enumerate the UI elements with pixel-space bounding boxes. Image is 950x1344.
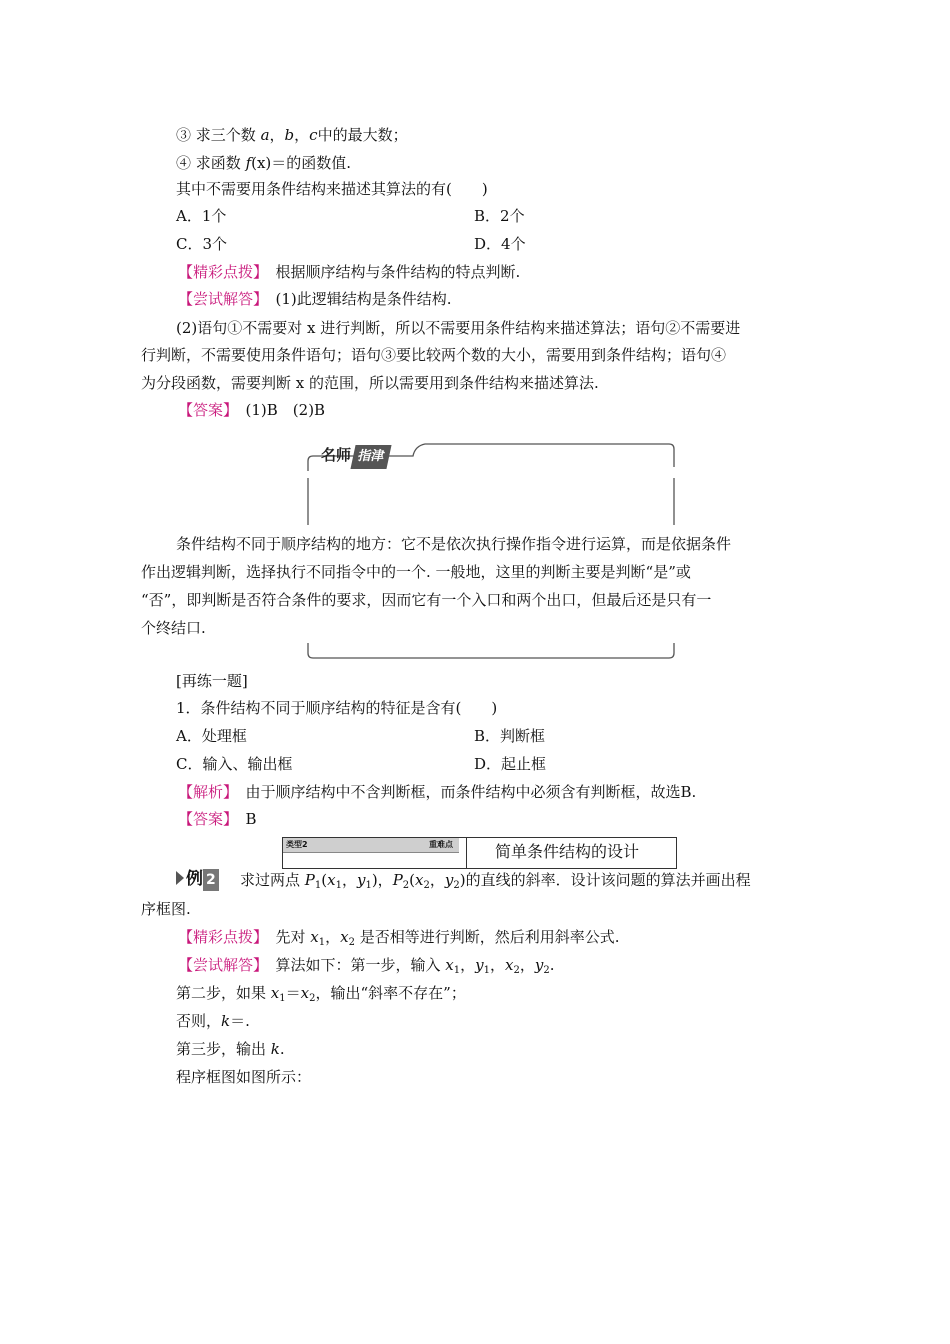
practice-option-a: A．处理框 <box>176 727 247 745</box>
example-label: 例 2 <box>176 868 219 891</box>
para2-line2: 行判断，不需要使用条件语句；语句③要比较两个数的大小，需要用到条件结构；语句④ <box>141 346 727 364</box>
item-3: ③ 求三个数 a，b，c中的最大数； <box>176 126 408 144</box>
practice-option-b: B．判断框 <box>474 727 546 745</box>
diagram-caption: 程序框图如图所示： <box>176 1068 312 1086</box>
teacher-line4: 个终结口. <box>141 619 206 637</box>
hint-tag: 【精彩点拨】 <box>178 928 261 946</box>
option-c: C．3个 <box>176 235 228 253</box>
practice-header: [再练一题] <box>176 672 248 690</box>
try-2: 【尝试解答】 算法如下：第一步，输入 $x_1$，$y_1$，$x_2$，$y_2$. <box>178 956 555 976</box>
practice-option-d: D．起止框 <box>474 755 547 773</box>
hint-tag: 【精彩点拨】 <box>178 263 261 281</box>
practice-question: 1．条件结构不同于顺序结构的特征是含有( ) <box>176 699 498 717</box>
question-stem: 其中不需要用条件结构来描述其算法的有( ) <box>176 180 488 198</box>
option-d: D．4个 <box>474 235 526 253</box>
try-tag: 【尝试解答】 <box>178 290 261 308</box>
answer-tag: 【答案】 <box>178 810 231 828</box>
teacher-line1: 条件结构不同于顺序结构的地方：它不是依次执行操作指令进行运算，而是依据条件 <box>176 535 732 553</box>
arrow-icon <box>176 871 184 885</box>
type-label-bar: 类型2 重难点 <box>283 838 459 853</box>
try-1: 【尝试解答】 (1)此逻辑结构是条件结构. <box>178 290 452 308</box>
option-b: B．2个 <box>474 207 525 225</box>
hint-2: 【精彩点拨】 先对 $x_1$，$x_2$ 是否相等进行判断，然后利用斜率公式. <box>178 928 620 948</box>
item-4: ④ 求函数 f(x)＝的函数值. <box>176 154 352 172</box>
para2-line3: 为分段函数，需要判断 x 的范围，所以需要用到条件结构来描述算法. <box>141 374 599 392</box>
teacher-badge: 名师 指津 <box>319 443 389 467</box>
else-line: 否则，k＝. <box>176 1012 250 1030</box>
type-header <box>282 837 677 869</box>
teacher-line3: “否”，即判断是否符合条件的要求，因而它有一个入口和两个出口，但最后还是只有一 <box>141 591 712 609</box>
example-line1: 求过两点 $P_1(x_1$，$y_1$)，$P_2(x_2$，$y_2$)的直线的斜率．设计该问题的算法并画出程 <box>240 871 751 891</box>
teacher-line2: 作出逻辑判断，选择执行不同指令中的一个. 一般地，这里的判断主要是判断“是”或 <box>141 563 691 581</box>
practice-option-c: C．输入、输出框 <box>176 755 293 773</box>
answer-1: 【答案】 (1)B (2)B <box>178 401 326 419</box>
try-tag: 【尝试解答】 <box>178 956 261 974</box>
analysis-tag: 【解析】 <box>178 783 231 801</box>
option-a: A．1个 <box>176 207 227 225</box>
analysis: 【解析】 由于顺序结构中不含判断框，而条件结构中必须含有判断框，故选B. <box>178 783 697 801</box>
answer-2: 【答案】 B <box>178 810 257 828</box>
type-title: 简单条件结构的设计 <box>495 842 640 861</box>
step-2: 第二步，如果 $x_1=x_2$，输出“斜率不存在”； <box>176 984 466 1004</box>
answer-tag: 【答案】 <box>178 401 231 419</box>
example-line2: 序框图. <box>141 900 191 918</box>
step-3: 第三步，输出 k. <box>176 1040 285 1058</box>
hint-1: 【精彩点拨】 根据顺序结构与条件结构的特点判断. <box>178 263 521 281</box>
para2-line1: (2)语句①不需要对 x 进行判断，所以不需要用条件结构来描述算法；语句②不需要进 <box>176 319 741 337</box>
